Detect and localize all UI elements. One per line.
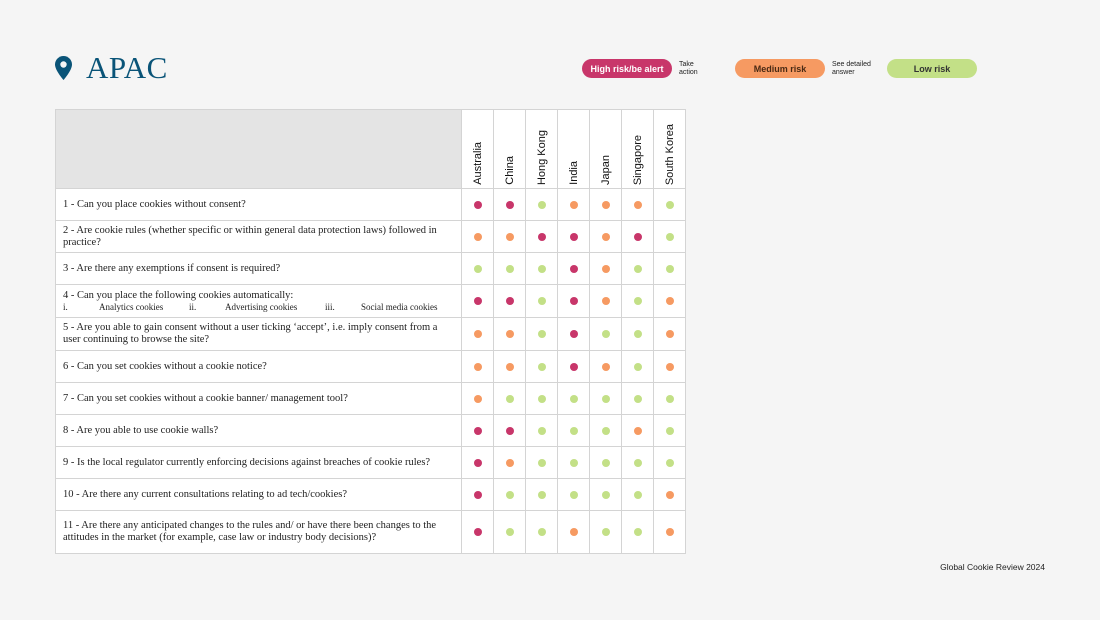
legend-medium-note: See detailed answer [832,61,871,76]
risk-dot-high [474,201,482,209]
risk-dot-low [666,233,674,241]
risk-cell [558,447,590,479]
risk-cell [526,415,558,447]
risk-cell [590,383,622,415]
risk-dot-low [602,459,610,467]
risk-dot-low [666,459,674,467]
risk-dot-medium [570,201,578,209]
risk-dot-low [538,528,546,536]
risk-dot-medium [506,330,514,338]
risk-dot-medium [666,491,674,499]
risk-dot-medium [634,427,642,435]
risk-dot-low [602,528,610,536]
question-cell [56,415,462,447]
country-header-south-korea: South Korea [654,110,686,189]
risk-dot-low [570,427,578,435]
risk-cell [526,285,558,318]
risk-dot-low [602,395,610,403]
risk-cell [590,479,622,511]
risk-dot-high [474,528,482,536]
risk-dot-low [506,265,514,273]
table-row [56,351,686,383]
risk-dot-medium [506,459,514,467]
risk-dot-medium [666,528,674,536]
risk-cell [526,447,558,479]
page-title: APAC [86,50,168,85]
question-cell [56,351,462,383]
question-cell [56,253,462,285]
question-header [56,110,462,189]
country-header-india: India [558,110,590,189]
risk-cell [590,253,622,285]
risk-cell [494,383,526,415]
risk-cell [494,253,526,285]
risk-cell [654,511,686,554]
risk-dot-low [634,491,642,499]
risk-cell [462,318,494,351]
country-header-australia: Australia [462,110,494,189]
risk-dot-low [634,528,642,536]
risk-cell [622,221,654,253]
risk-cell [654,415,686,447]
table-row [56,221,686,253]
risk-dot-high [570,265,578,273]
risk-dot-medium [602,233,610,241]
risk-cell [462,351,494,383]
risk-dot-low [634,459,642,467]
risk-cell [462,511,494,554]
risk-cell [494,285,526,318]
subitem-text: Social media cookies [361,301,438,312]
risk-cell [558,285,590,318]
risk-dot-medium [602,297,610,305]
subitem-text: Advertising cookies [225,301,298,312]
risk-cell [526,511,558,554]
question-text: 5 - Are you able to gain consent without a user ticking ‘accept’, i.e. imply consent from a user continuing to browse the site? [63,322,438,345]
question-text: 9 - Is the local regulator currently enforcing decisions against breaches of cookie rules? [63,456,431,468]
country-header-japan: Japan [590,110,622,189]
question-text: 4 - Can you place the following cookies automatically: [63,289,294,301]
question-cell [56,511,462,554]
risk-cell [558,318,590,351]
risk-cell [462,253,494,285]
legend-high-note: Take action [679,61,698,76]
question-text: 10 - Are there any current consultations relating to ad tech/cookies? [63,488,347,500]
risk-dot-high [538,233,546,241]
footer-credit: Global Cookie Review 2024 [940,562,1045,572]
risk-cell [558,351,590,383]
risk-cell [494,511,526,554]
risk-dot-low [666,395,674,403]
question-text: 7 - Can you set cookies without a cookie banner/ management tool? [63,392,348,404]
risk-cell [654,447,686,479]
legend-medium-risk: Medium risk [735,59,825,78]
risk-dot-high [506,297,514,305]
question-subitems [63,302,455,313]
risk-dot-low [666,265,674,273]
risk-cell [590,415,622,447]
subitem-text: i. [63,301,68,312]
risk-cell [526,189,558,221]
risk-dot-medium [474,233,482,241]
risk-cell [590,351,622,383]
legend-low-risk: Low risk [887,59,977,78]
risk-dot-low [538,330,546,338]
risk-cell [622,285,654,318]
subitem-text: iii. [325,301,335,312]
risk-cell [494,189,526,221]
risk-cell [590,189,622,221]
country-header-row [56,110,686,189]
risk-cell [526,479,558,511]
risk-cell [558,253,590,285]
question-text: 2 - Are cookie rules (whether specific or within general data protection laws) followed in practice? [63,224,437,248]
risk-dot-medium [602,265,610,273]
risk-cell [494,415,526,447]
risk-cell [526,221,558,253]
subitem-text: ii. [189,301,197,312]
risk-dot-low [538,201,546,209]
risk-cell [654,189,686,221]
risk-cell [558,383,590,415]
risk-cell [462,415,494,447]
table-row [56,285,686,318]
risk-table [55,109,686,554]
question-text: 3 - Are there any exemptions if consent is required? [63,262,281,274]
risk-dot-low [538,395,546,403]
risk-cell [590,511,622,554]
question-text: 11 - Are there any anticipated changes to the rules and/ or have there been changes to the attitudes in the market (for example, case law or industry body decisions)? [63,520,437,543]
risk-dot-low [538,427,546,435]
risk-cell [654,479,686,511]
risk-cell [494,479,526,511]
risk-dot-medium [602,363,610,371]
risk-cell [654,253,686,285]
risk-cell [590,447,622,479]
risk-dot-low [602,491,610,499]
country-header-singapore: Singapore [622,110,654,189]
risk-cell [622,351,654,383]
question-text: 1 - Can you place cookies without consent? [63,198,246,210]
risk-dot-low [634,330,642,338]
risk-dot-low [538,459,546,467]
risk-dot-low [570,459,578,467]
risk-cell [590,318,622,351]
risk-dot-low [506,491,514,499]
risk-cell [654,318,686,351]
risk-dot-low [634,395,642,403]
risk-dot-low [506,528,514,536]
risk-cell [622,415,654,447]
table-row [56,511,686,554]
question-cell [56,221,462,253]
risk-dot-medium [666,330,674,338]
question-cell [56,383,462,415]
risk-cell [622,253,654,285]
risk-cell [462,479,494,511]
subitem-text: Analytics cookies [99,301,164,312]
risk-cell [558,479,590,511]
risk-cell [590,221,622,253]
risk-dot-high [570,233,578,241]
risk-dot-low [634,297,642,305]
country-header-china: China [494,110,526,189]
risk-dot-low [538,265,546,273]
page-header [55,50,168,86]
risk-dot-low [634,363,642,371]
table-row [56,318,686,351]
risk-dot-medium [474,363,482,371]
question-cell [56,479,462,511]
question-cell [56,447,462,479]
risk-cell [622,383,654,415]
risk-dot-medium [666,363,674,371]
risk-dot-high [474,459,482,467]
risk-dot-low [602,330,610,338]
risk-cell [462,221,494,253]
table-row [56,479,686,511]
risk-dot-low [538,363,546,371]
risk-dot-high [474,297,482,305]
question-text: 6 - Can you set cookies without a cookie notice? [63,360,267,372]
risk-cell [462,447,494,479]
risk-dot-medium [506,233,514,241]
risk-cell [462,189,494,221]
risk-dot-medium [634,201,642,209]
risk-cell [654,383,686,415]
risk-cell [494,447,526,479]
table-row [56,383,686,415]
risk-cell [526,318,558,351]
risk-cell [494,351,526,383]
risk-cell [494,221,526,253]
risk-dot-medium [666,297,674,305]
risk-cell [622,447,654,479]
risk-cell [558,221,590,253]
question-cell [56,318,462,351]
risk-dot-low [538,297,546,305]
risk-dot-low [666,201,674,209]
risk-dot-high [570,363,578,371]
risk-dot-high [570,330,578,338]
risk-dot-low [602,427,610,435]
risk-cell [526,253,558,285]
table-row [56,415,686,447]
risk-dot-high [474,427,482,435]
risk-cell [462,285,494,318]
risk-cell [558,189,590,221]
country-header-hong-kong: Hong Kong [526,110,558,189]
question-cell [56,285,462,318]
table-row [56,447,686,479]
risk-dot-high [570,297,578,305]
table-row [56,253,686,285]
risk-cell [590,285,622,318]
risk-cell [622,318,654,351]
risk-dot-low [506,395,514,403]
risk-dot-high [634,233,642,241]
question-cell [56,189,462,221]
risk-dot-low [474,265,482,273]
risk-dot-high [506,427,514,435]
risk-dot-medium [506,363,514,371]
risk-cell [526,351,558,383]
risk-dot-low [570,395,578,403]
risk-dot-medium [602,201,610,209]
risk-cell [654,221,686,253]
risk-dot-high [474,491,482,499]
risk-dot-low [538,491,546,499]
table-row [56,189,686,221]
risk-cell [654,351,686,383]
risk-cell [494,318,526,351]
risk-cell [622,189,654,221]
risk-dot-medium [474,395,482,403]
risk-dot-low [634,265,642,273]
risk-cell [462,383,494,415]
risk-legend [582,59,982,79]
risk-cell [622,479,654,511]
risk-cell [654,285,686,318]
risk-dot-medium [474,330,482,338]
location-pin-icon [55,56,72,80]
risk-cell [526,383,558,415]
risk-cell [558,415,590,447]
question-text: 8 - Are you able to use cookie walls? [63,424,219,436]
risk-cell [558,511,590,554]
risk-dot-low [570,491,578,499]
risk-dot-high [506,201,514,209]
risk-cell [622,511,654,554]
legend-high-risk: High risk/be alert [582,59,672,78]
risk-dot-low [666,427,674,435]
risk-dot-medium [570,528,578,536]
